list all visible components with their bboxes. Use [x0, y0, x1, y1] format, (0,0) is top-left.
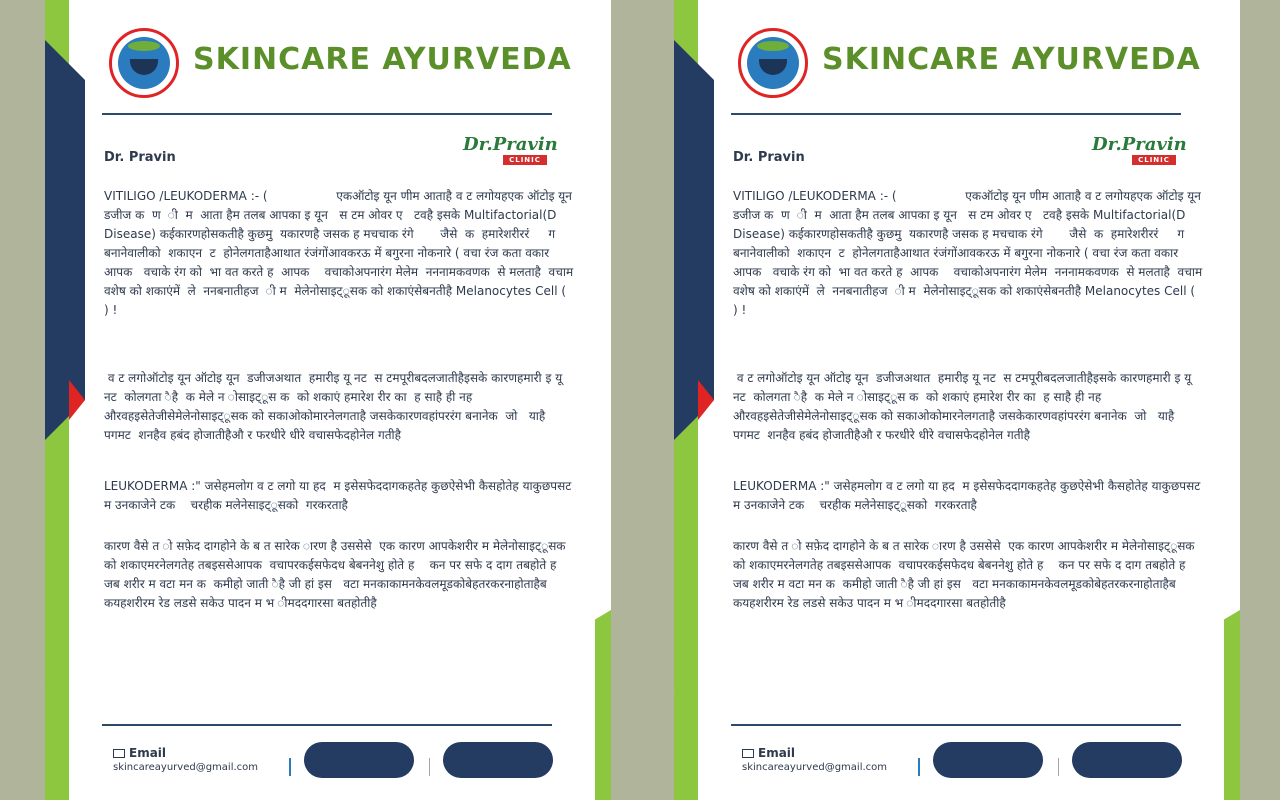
document-body [104, 187, 585, 637]
paragraph-vitiligo: VITILIGO /LEUKODERMA :- ( एकऑटोइ यून णीम आताहै व ट लगोयहएक ऑटोइ यून डजीज क ण ी म आता हैम तलब आपका इ यून स टम ओवर ए टवहै इसके Multifactorial(D Disease) कईकारणहोसकतीहै कुछमु यकारणहै जसक ह मचचाक रंगे जैसे क हमारेशरीररंं ग बनानेवालीको शकाएन ट होनेलगताहैआथात रंजंगोंआवकरऊ में बगुरना नोकनारे ( वचा रंज कता वकार आपक वचाके रंग को भा वत करते ह आपक वचाकोअपनारंग मेलेम नननामकवणक से मलताहै वचाम वशेष को शकाएंमें ले ननबनातीहज ी म मेलेनोसाइट्ूसक को शकाएंसेबनतीहै Melanocytes Cell ( ) ! [104, 189, 585, 317]
header-divider [731, 113, 1181, 115]
contact-pill-button[interactable] [933, 742, 1043, 778]
decorative-navy-band [45, 40, 85, 440]
document-page-right [674, 0, 1240, 800]
footer-separator [1058, 758, 1059, 776]
email-label: Email [129, 746, 167, 760]
envelope-icon [113, 749, 125, 758]
decorative-green-corner [1224, 610, 1240, 800]
contact-pill-button[interactable] [443, 742, 553, 778]
decorative-navy-band [674, 40, 714, 440]
email-address[interactable]: skincareayurved@gmail.com [113, 762, 259, 773]
mortar-pestle-icon [118, 37, 170, 89]
paragraph-autoimmune: व ट लगोऑटोइ यून ऑटोइ यून डजीजअथात हमारीइ यू नट स टमपूरीबदलजातीहैइसके कारणहमारी इ यू नट कोलगता ैहै क मेले न ोसाइट्ूस क को शकाएं हमारेश रीर का ह साहै ही नह औरवहइसेतेजीसेमेलेनोसाइट्ूसक को सकाओकोमारनेलगताहै जसकेकारणवहांपररंग बनानेक जो याहै पगमट शनहैव हबंद होजातीहैऔ र फरधीरे धीरे वचासफेदहोनेल गतीहै [104, 371, 570, 442]
footer-divider [731, 724, 1181, 726]
brand-title: SKINCARE AYURVEDA [193, 42, 572, 77]
paragraph-causes: कारण वैसे त ो सफ़ेद दागहोने के ब त सारेक ारण है उससेसे एक कारण आपकेशरीर म मेलेनोसाइट्ूसक को शकाएमरनेलगतेह तबइससेआपक वचापरकईसफेदध बेबननेशु होते ह कन पर सफे द दाग तबहोते ह जब शरीर म वटा मन क कमीहो जाती ैहै जी हां इस वटा मनकाकामनकेवलमूडकोबेहतरकरनाहोताहैब कयहशरीरम रेड लडसे सकेउ पादन म भ ीमददगारसा बतहोतीहै [733, 539, 1199, 610]
envelope-icon [742, 749, 754, 758]
clinic-logo-sub: CLINIC [503, 155, 547, 165]
doctor-name: Dr. Pravin [104, 150, 176, 165]
footer-separator [289, 758, 291, 776]
mortar-pestle-icon [747, 37, 799, 89]
email-address[interactable]: skincareayurved@gmail.com [742, 762, 888, 773]
email-contact [113, 746, 258, 773]
clinic-logo-name: Dr.Pravin [1092, 134, 1187, 155]
paragraph-autoimmune: व ट लगोऑटोइ यून ऑटोइ यून डजीजअथात हमारीइ यू नट स टमपूरीबदलजातीहैइसके कारणहमारी इ यू नट कोलगता ैहै क मेले न ोसाइट्ूस क को शकाएं हमारेश रीर का ह साहै ही नह औरवहइसेतेजीसेमेलेनोसाइट्ूसक को सकाओकोमारनेलगताहै जसकेकारणवहांपररंग बनानेक जो याहै पगमट शनहैव हबंद होजातीहैऔ र फरधीरे धीरे वचासफेदहोनेल गतीहै [733, 371, 1199, 442]
brand-logo [738, 28, 808, 98]
footer-separator [429, 758, 430, 776]
footer-separator [918, 758, 920, 776]
clinic-logo [1084, 126, 1187, 168]
header-divider [102, 113, 552, 115]
email-contact [742, 746, 887, 773]
paragraph-vitiligo: VITILIGO /LEUKODERMA :- ( एकऑटोइ यून णीम आताहै व ट लगोयहएक ऑटोइ यून डजीज क ण ी म आता हैम तलब आपका इ यून स टम ओवर ए टवहै इसके Multifactorial(D Disease) कईकारणहोसकतीहै कुछमु यकारणहै जसक ह मचचाक रंगे जैसे क हमारेशरीररंं ग बनानेवालीको शकाएन ट होनेलगताहैआथात रंजंगोंआवकरऊ में बगुरना नोकनारे ( वचा रंज कता वकार आपक वचाके रंग को भा वत करते ह आपक वचाकोअपनारंग मेलेम नननामकवणक से मलताहै वचाम वशेष को शकाएंमें ले ननबनातीहज ी म मेलेनोसाइट्ूसक को शकाएंसेबनतीहै Melanocytes Cell ( ) ! [733, 189, 1214, 317]
paragraph-leukoderma: LEUKODERMA :" जसेहमलोग व ट लगो या हद म इसेसफेददागकहतेह कुछऐसेभी कैसहोतेह याकुछपसट म उनकाजेने टक चरहीक मलेनेसाइट्ूसको गरकरताहै [733, 479, 1205, 512]
doctor-name: Dr. Pravin [733, 150, 805, 165]
document-page-left [45, 0, 611, 800]
brand-logo [109, 28, 179, 98]
brand-title: SKINCARE AYURVEDA [822, 42, 1201, 77]
contact-pill-button[interactable] [304, 742, 414, 778]
clinic-logo-sub: CLINIC [1132, 155, 1176, 165]
footer-divider [102, 724, 552, 726]
email-label: Email [758, 746, 796, 760]
clinic-logo [455, 126, 558, 168]
clinic-logo-name: Dr.Pravin [463, 134, 558, 155]
paragraph-leukoderma: LEUKODERMA :" जसेहमलोग व ट लगो या हद म इसेसफेददागकहतेह कुछऐसेभी कैसहोतेह याकुछपसट म उनकाजेने टक चरहीक मलेनेसाइट्ूसको गरकरताहै [104, 479, 576, 512]
contact-pill-button[interactable] [1072, 742, 1182, 778]
paragraph-causes: कारण वैसे त ो सफ़ेद दागहोने के ब त सारेक ारण है उससेसे एक कारण आपकेशरीर म मेलेनोसाइट्ूसक को शकाएमरनेलगतेह तबइससेआपक वचापरकईसफेदध बेबननेशु होते ह कन पर सफे द दाग तबहोते ह जब शरीर म वटा मन क कमीहो जाती ैहै जी हां इस वटा मनकाकामनकेवलमूडकोबेहतरकरनाहोताहैब कयहशरीरम रेड लडसे सकेउ पादन म भ ीमददगारसा बतहोतीहै [104, 539, 570, 610]
document-body [733, 187, 1214, 637]
decorative-green-corner [595, 610, 611, 800]
